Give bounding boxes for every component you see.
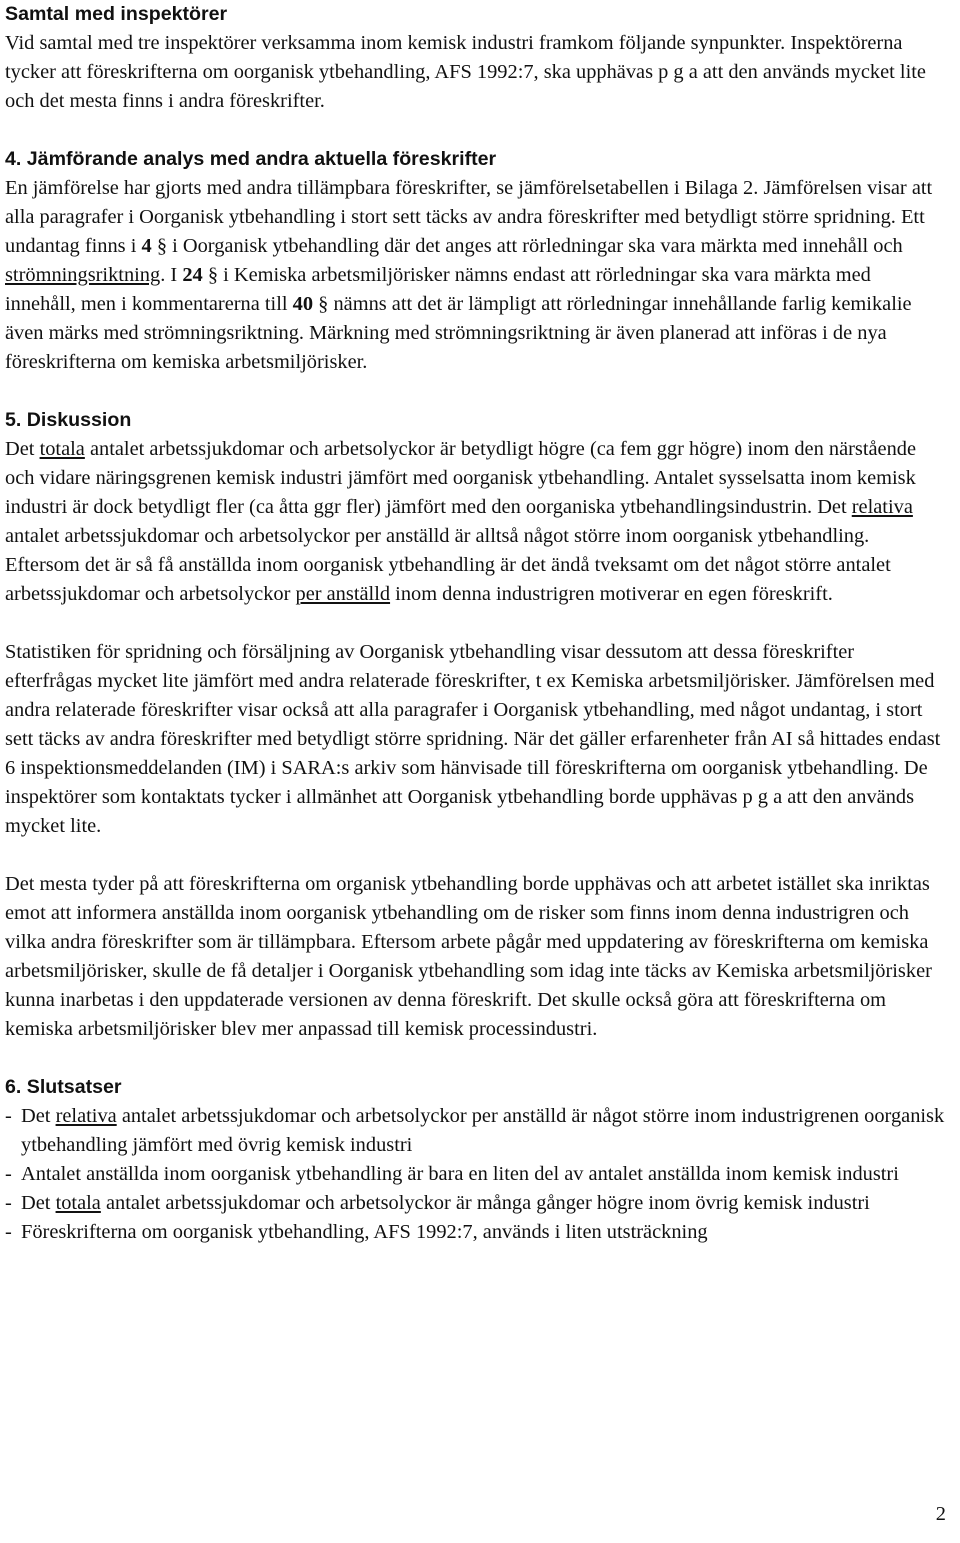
- underlined-text: relativa: [55, 1105, 117, 1127]
- dash-bullet-icon: -: [5, 1192, 12, 1214]
- text-run: Antalet anställda inom oorganisk ytbehandling är bara en liten del av antalet anställda inom kemisk industri: [21, 1163, 899, 1185]
- section-sign-icon: §: [207, 264, 219, 286]
- underlined-text: totala: [55, 1192, 101, 1214]
- paragraph: Vid samtal med tre inspektörer verksamma inom kemisk industri framkom följande synpunkter. Inspektörerna tycker att föreskrifterna om oorganisk ytbehandling, AFS 1992:7, ska upphävas p g a att den används mycket lite och det mesta finns i andra föreskrifter.: [5, 32, 926, 112]
- paragraph-ref: 4: [141, 235, 152, 257]
- section-heading: Samtal med inspektörer: [5, 3, 228, 25]
- section-sign-icon: §: [156, 235, 168, 257]
- section-comparative-analysis: [5, 145, 946, 377]
- conclusion-list: [5, 1102, 946, 1247]
- paragraph-ref: 24: [182, 264, 203, 286]
- paragraph: [5, 435, 946, 609]
- section-inspector-talks: [5, 0, 946, 116]
- text-run: Jämförelsen visar att alla paragrafer i Oorganisk ytbehandling i stort sett täcks av andra föreskrifter med betydligt större spridning. Ett undantag finns i: [5, 177, 933, 257]
- text-run: i Kemiska arbetsmiljörisker nämns endast att rörledningar ska vara märkta med innehåll, men i kommentarerna till: [5, 264, 871, 315]
- text-run: antalet arbetssjukdomar och arbetsolyckor är många gånger högre inom övrig kemisk industri: [105, 1192, 870, 1214]
- section-heading: 4. Jämförande analys med andra aktuella föreskrifter: [5, 148, 497, 170]
- paragraph: Statistiken för spridning och försäljning av Oorganisk ytbehandling visar dessutom att dessa föreskrifter efterfrågas mycket lite jämfört med andra relaterade föreskrifter, t ex Kemiska arbetsmiljörisker. Jämförelsen med andra relaterade föreskrifter visar också att alla paragrafer i Oorganisk ytbehandling, med något undantag, i stort sett täcks av andra föreskrifter med betydligt större spridning. När det gäller erfarenheter från AI så hittades endast 6 inspektionsmeddelanden (IM) i SARA:s arkiv som hänvisade till föreskrifterna om oorganisk ytbehandling. De inspektörer som kontaktats tycker i allmänhet att Oorganisk ytbehandling borde upphävas p g a att den används mycket lite.: [5, 641, 941, 837]
- text-run: . I: [160, 264, 178, 286]
- underlined-text: relativa: [851, 496, 913, 518]
- paragraph-ref: 40: [292, 293, 314, 315]
- dash-bullet-icon: -: [5, 1105, 12, 1127]
- dash-bullet-icon: -: [5, 1221, 12, 1243]
- underlined-text: totala: [39, 438, 85, 460]
- text-run: antalet arbetssjukdomar och arbetsolyckor per anställd är alltså något större inom oorganisk ytbehandling. Eftersom det är så få anställda inom oorganisk ytbehandling är det ändå tveksamt om det något större antalet arbetssjukdomar och arbetsolyckor: [5, 525, 891, 605]
- text-run: Det: [5, 438, 35, 460]
- list-item: [5, 1160, 946, 1189]
- section-heading: 5. Diskussion: [5, 409, 132, 431]
- text-run: antalet arbetssjukdomar och arbetsolyckor per anställd är något större inom industrigrenen oorganisk ytbehandling jämfört med övrig kemisk industri: [21, 1105, 945, 1156]
- paragraph: Det mesta tyder på att föreskrifterna om organisk ytbehandling borde upphävas och att arbetet istället ska inriktas emot att informera anställda inom oorganisk ytbehandling om de risker som finns inom denna industrigren och vilka andra föreskrifter som är tillämpbara. Eftersom arbete pågår med uppdatering av föreskrifterna om kemiska arbetsmiljörisker, skulle de få detaljer i Oorganisk ytbehandling som idag inte täcks av Kemiska arbetsmiljörisker kunna inarbetas i den uppdaterade versionen av denna föreskrift. Det skulle också göra att föreskrifterna om kemiska arbetsmiljörisker blev mer anpassad till kemisk processindustri.: [5, 873, 932, 1040]
- page-number: 2: [935, 1503, 946, 1525]
- section-discussion: [5, 406, 946, 1044]
- text-run: nämns att det är lämpligt att rörledningar innehållande farlig kemikalie även märks med strömningsriktning. Märkning med strömningsriktning är även planerad att införas i de nya föreskrifterna om kemiska arbetsmiljörisker.: [5, 293, 912, 373]
- section-heading: 6. Slutsatser: [5, 1076, 122, 1098]
- text-run: En jämförelse har gjorts med andra tillämpbara föreskrifter, se jämförelsetabellen i Bilaga 2.: [5, 177, 759, 199]
- text-run: i Oorganisk ytbehandling där det anges att rörledningar ska vara märkta med innehåll och: [167, 235, 903, 257]
- underlined-text: strömningsriktning: [5, 264, 161, 286]
- list-item: [5, 1218, 946, 1247]
- text-run: antalet arbetssjukdomar och arbetsolyckor är betydligt högre (ca fem ggr högre) inom den närstående och vidare näringsgrenen kemisk industri jämfört med oorganisk ytbehandling. Antalet sysselsatta inom kemisk industri är dock betydligt fler (ca åtta ggr fler) jämfört med den oorganiska ytbehandlingsindustrin. Det: [5, 438, 917, 518]
- text-run: Det: [21, 1192, 51, 1214]
- text-run: inom denna industrigren motiverar en egen föreskrift.: [395, 583, 833, 605]
- section-conclusions: [5, 1073, 946, 1247]
- list-item: [5, 1189, 946, 1218]
- paragraph: [5, 174, 946, 377]
- underlined-text: per anställd: [295, 583, 391, 605]
- list-item: [5, 1102, 946, 1160]
- text-run: Föreskrifterna om oorganisk ytbehandling, AFS 1992:7, används i liten utsträckning: [21, 1221, 708, 1243]
- text-run: Det: [21, 1105, 51, 1127]
- dash-bullet-icon: -: [5, 1163, 12, 1185]
- section-sign-icon: §: [318, 293, 329, 315]
